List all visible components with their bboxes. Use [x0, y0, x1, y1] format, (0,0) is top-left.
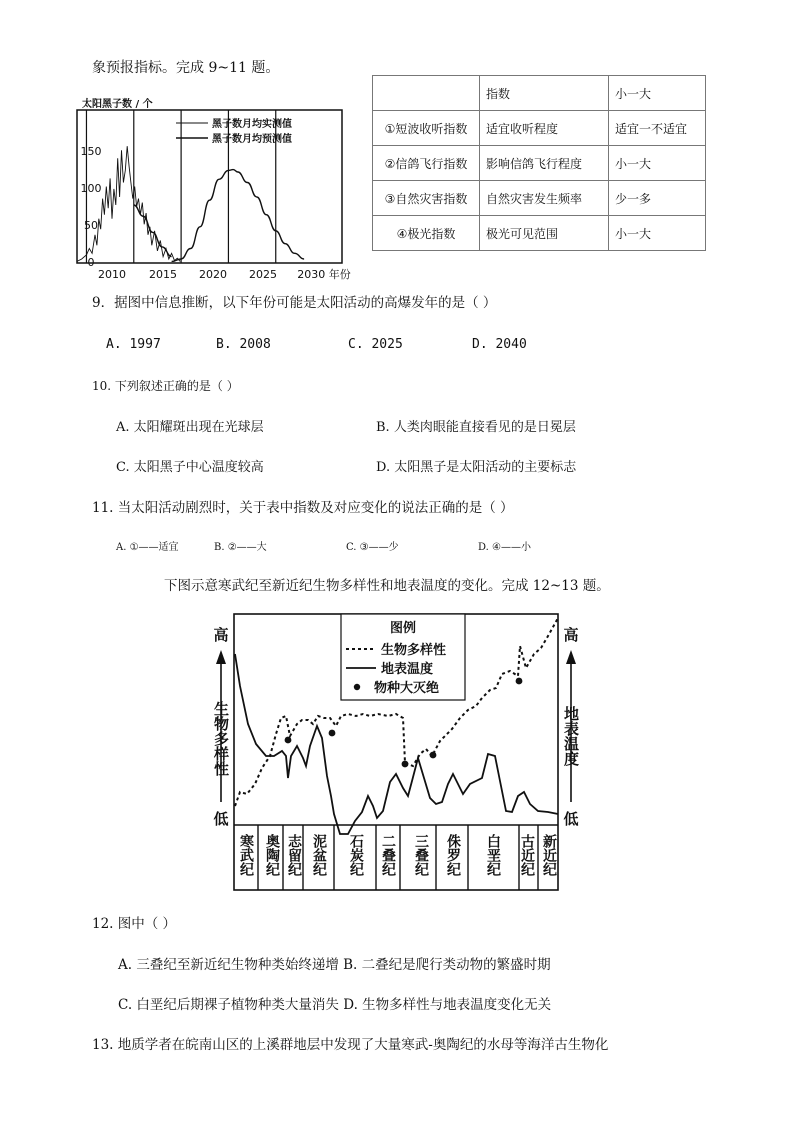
- sunspot-legend: [176, 117, 292, 145]
- mass-extinction-dot: [329, 730, 336, 737]
- table-cell: 极光可见范围: [480, 216, 609, 251]
- legend-label-extinction: 物种大灭绝: [374, 681, 440, 696]
- observed-series-line: [77, 146, 180, 261]
- legend-label-biodiversity: 生物多样性: [381, 643, 447, 658]
- legend-extinction-dot: [354, 684, 360, 690]
- intro-fragment: 象预报指标。完成 9~11 题。: [92, 60, 280, 76]
- y-tick-100: 100: [80, 182, 102, 195]
- q10-option-a: A. 太阳耀斑出现在光球层: [116, 420, 264, 435]
- period-label: 古近纪: [519, 834, 535, 876]
- mass-extinction-dot: [285, 737, 292, 744]
- x-tick-2015: 2015: [149, 268, 177, 281]
- predicted-series-line: [172, 170, 305, 262]
- table-cell: 少一多: [609, 181, 706, 216]
- biodiversity-temperature-diagram: [200, 606, 590, 896]
- question-9-stem: 9．据图中信息推断，以下年份可能是太阳活动的高爆发年的是（ ）: [92, 295, 497, 311]
- q9-option-a: A. 1997: [106, 337, 161, 352]
- table-row: [373, 76, 706, 111]
- left-axis-arrowhead: [216, 650, 226, 664]
- period-label: 二叠纪: [380, 834, 396, 876]
- legend-label-predicted: 黑子数月均预测值: [212, 134, 292, 145]
- table-cell: ②信鸽飞行指数: [373, 146, 480, 181]
- period-label: 泥盆纪: [311, 834, 327, 876]
- table-cell: 小一大: [609, 146, 706, 181]
- x-tick-2020: 2020: [199, 268, 227, 281]
- mass-extinction-dot: [430, 752, 437, 759]
- period-label: 新近纪: [541, 834, 557, 876]
- period-label: 三叠纪: [413, 834, 429, 876]
- observed-smoothed-line: [134, 205, 172, 257]
- right-axis-low: 低: [563, 810, 579, 828]
- legend-title: 图例: [389, 621, 417, 636]
- table-cell: 自然灾害发生频率: [480, 181, 609, 216]
- table-cell: ③自然灾害指数: [373, 181, 480, 216]
- q12-options-line-1: A. 三叠纪至新近纪生物种类始终递增 B. 二叠纪是爬行类动物的繁盛时期: [118, 957, 551, 973]
- period-label: 奥陶纪: [264, 834, 280, 876]
- sunspot-year-gridlines: [86, 110, 275, 263]
- y-tick-0: 0: [87, 256, 95, 269]
- y-tick-150: 150: [80, 145, 102, 158]
- intro-12-13: 下图示意寒武纪至新近纪生物多样性和地表温度的变化。完成 12~13 题。: [164, 578, 610, 594]
- sunspot-x-ticks: [98, 267, 351, 281]
- table-cell: 指数: [480, 76, 609, 111]
- left-axis-low: 低: [213, 810, 229, 828]
- q10-option-c: C. 太阳黑子中心温度较高: [116, 460, 264, 475]
- table-row: [373, 111, 706, 146]
- table-cell: 小一大: [609, 76, 706, 111]
- table-cell: ①短波收听指数: [373, 111, 480, 146]
- x-tick-2025: 2025: [249, 268, 277, 281]
- q11-option-b: B. ②——大: [214, 542, 267, 553]
- period-label: 志留纪: [286, 834, 302, 876]
- y-tick-50: 50: [84, 219, 98, 232]
- q9-option-d: D. 2040: [472, 337, 527, 352]
- period-labels: [238, 833, 557, 876]
- mass-extinction-dot: [402, 761, 409, 768]
- sunspot-ylabel: 太阳黑子数 / 个: [82, 99, 153, 110]
- sunspot-y-ticks: [81, 145, 102, 269]
- x-tick-2010: 2010: [98, 268, 126, 281]
- period-label: 石炭纪: [348, 834, 364, 876]
- q11-option-d: D. ④——小: [478, 542, 531, 553]
- table-row: [373, 181, 706, 216]
- right-axis-high: 高: [563, 626, 579, 644]
- table-cell: [373, 76, 480, 111]
- question-11-stem: 11. 当太阳活动剧烈时，关于表中指数及对应变化的说法正确的是（ ）: [92, 500, 514, 516]
- mass-extinction-dot: [516, 678, 523, 685]
- q9-option-c: C. 2025: [348, 337, 403, 352]
- sunspot-series-group: [77, 146, 304, 261]
- sunspot-chart: [68, 92, 358, 284]
- left-axis-high: 高: [213, 626, 229, 644]
- table-cell: 影响信鸽飞行程度: [480, 146, 609, 181]
- x-tick-2030: 2030 年份: [297, 268, 351, 281]
- table-cell: 适宜收听程度: [480, 111, 609, 146]
- index-table: [372, 75, 706, 251]
- table-cell: ④极光指数: [373, 216, 480, 251]
- question-13-stem: 13. 地质学者在皖南山区的上溪群地层中发现了大量寒武-奥陶纪的水母等海洋古生物化: [92, 1037, 609, 1053]
- legend-label-temperature: 地表温度: [381, 662, 434, 677]
- period-label: 侏罗纪: [445, 834, 461, 876]
- q10-option-b: B. 人类肉眼能直接看见的是日冕层: [376, 420, 576, 435]
- table-row: [373, 146, 706, 181]
- q11-option-a: A. ①——适宜: [116, 542, 179, 553]
- q11-option-c: C. ③——少: [346, 542, 399, 553]
- left-axis-title: 生物多样性: [212, 701, 230, 776]
- question-12-stem: 12. 图中（ ）: [92, 916, 177, 932]
- table-row: [373, 216, 706, 251]
- q12-options-line-2: C. 白垩纪后期裸子植物种类大量消失 D. 生物多样性与地表温度变化无关: [118, 997, 552, 1013]
- table-cell: 小一大: [609, 216, 706, 251]
- question-10-stem: 10. 下列叙述正确的是（ ）: [92, 379, 239, 393]
- right-axis-arrowhead: [566, 650, 576, 664]
- q10-option-d: D. 太阳黑子是太阳活动的主要标志: [376, 460, 577, 475]
- q9-option-b: B. 2008: [216, 337, 271, 352]
- table-cell: 适宜一不适宜: [609, 111, 706, 146]
- legend-label-observed: 黑子数月均实测值: [212, 119, 292, 130]
- right-axis-title: 地表温度: [562, 706, 580, 766]
- period-label: 寒武纪: [238, 834, 254, 876]
- period-label: 白垩纪: [485, 834, 501, 876]
